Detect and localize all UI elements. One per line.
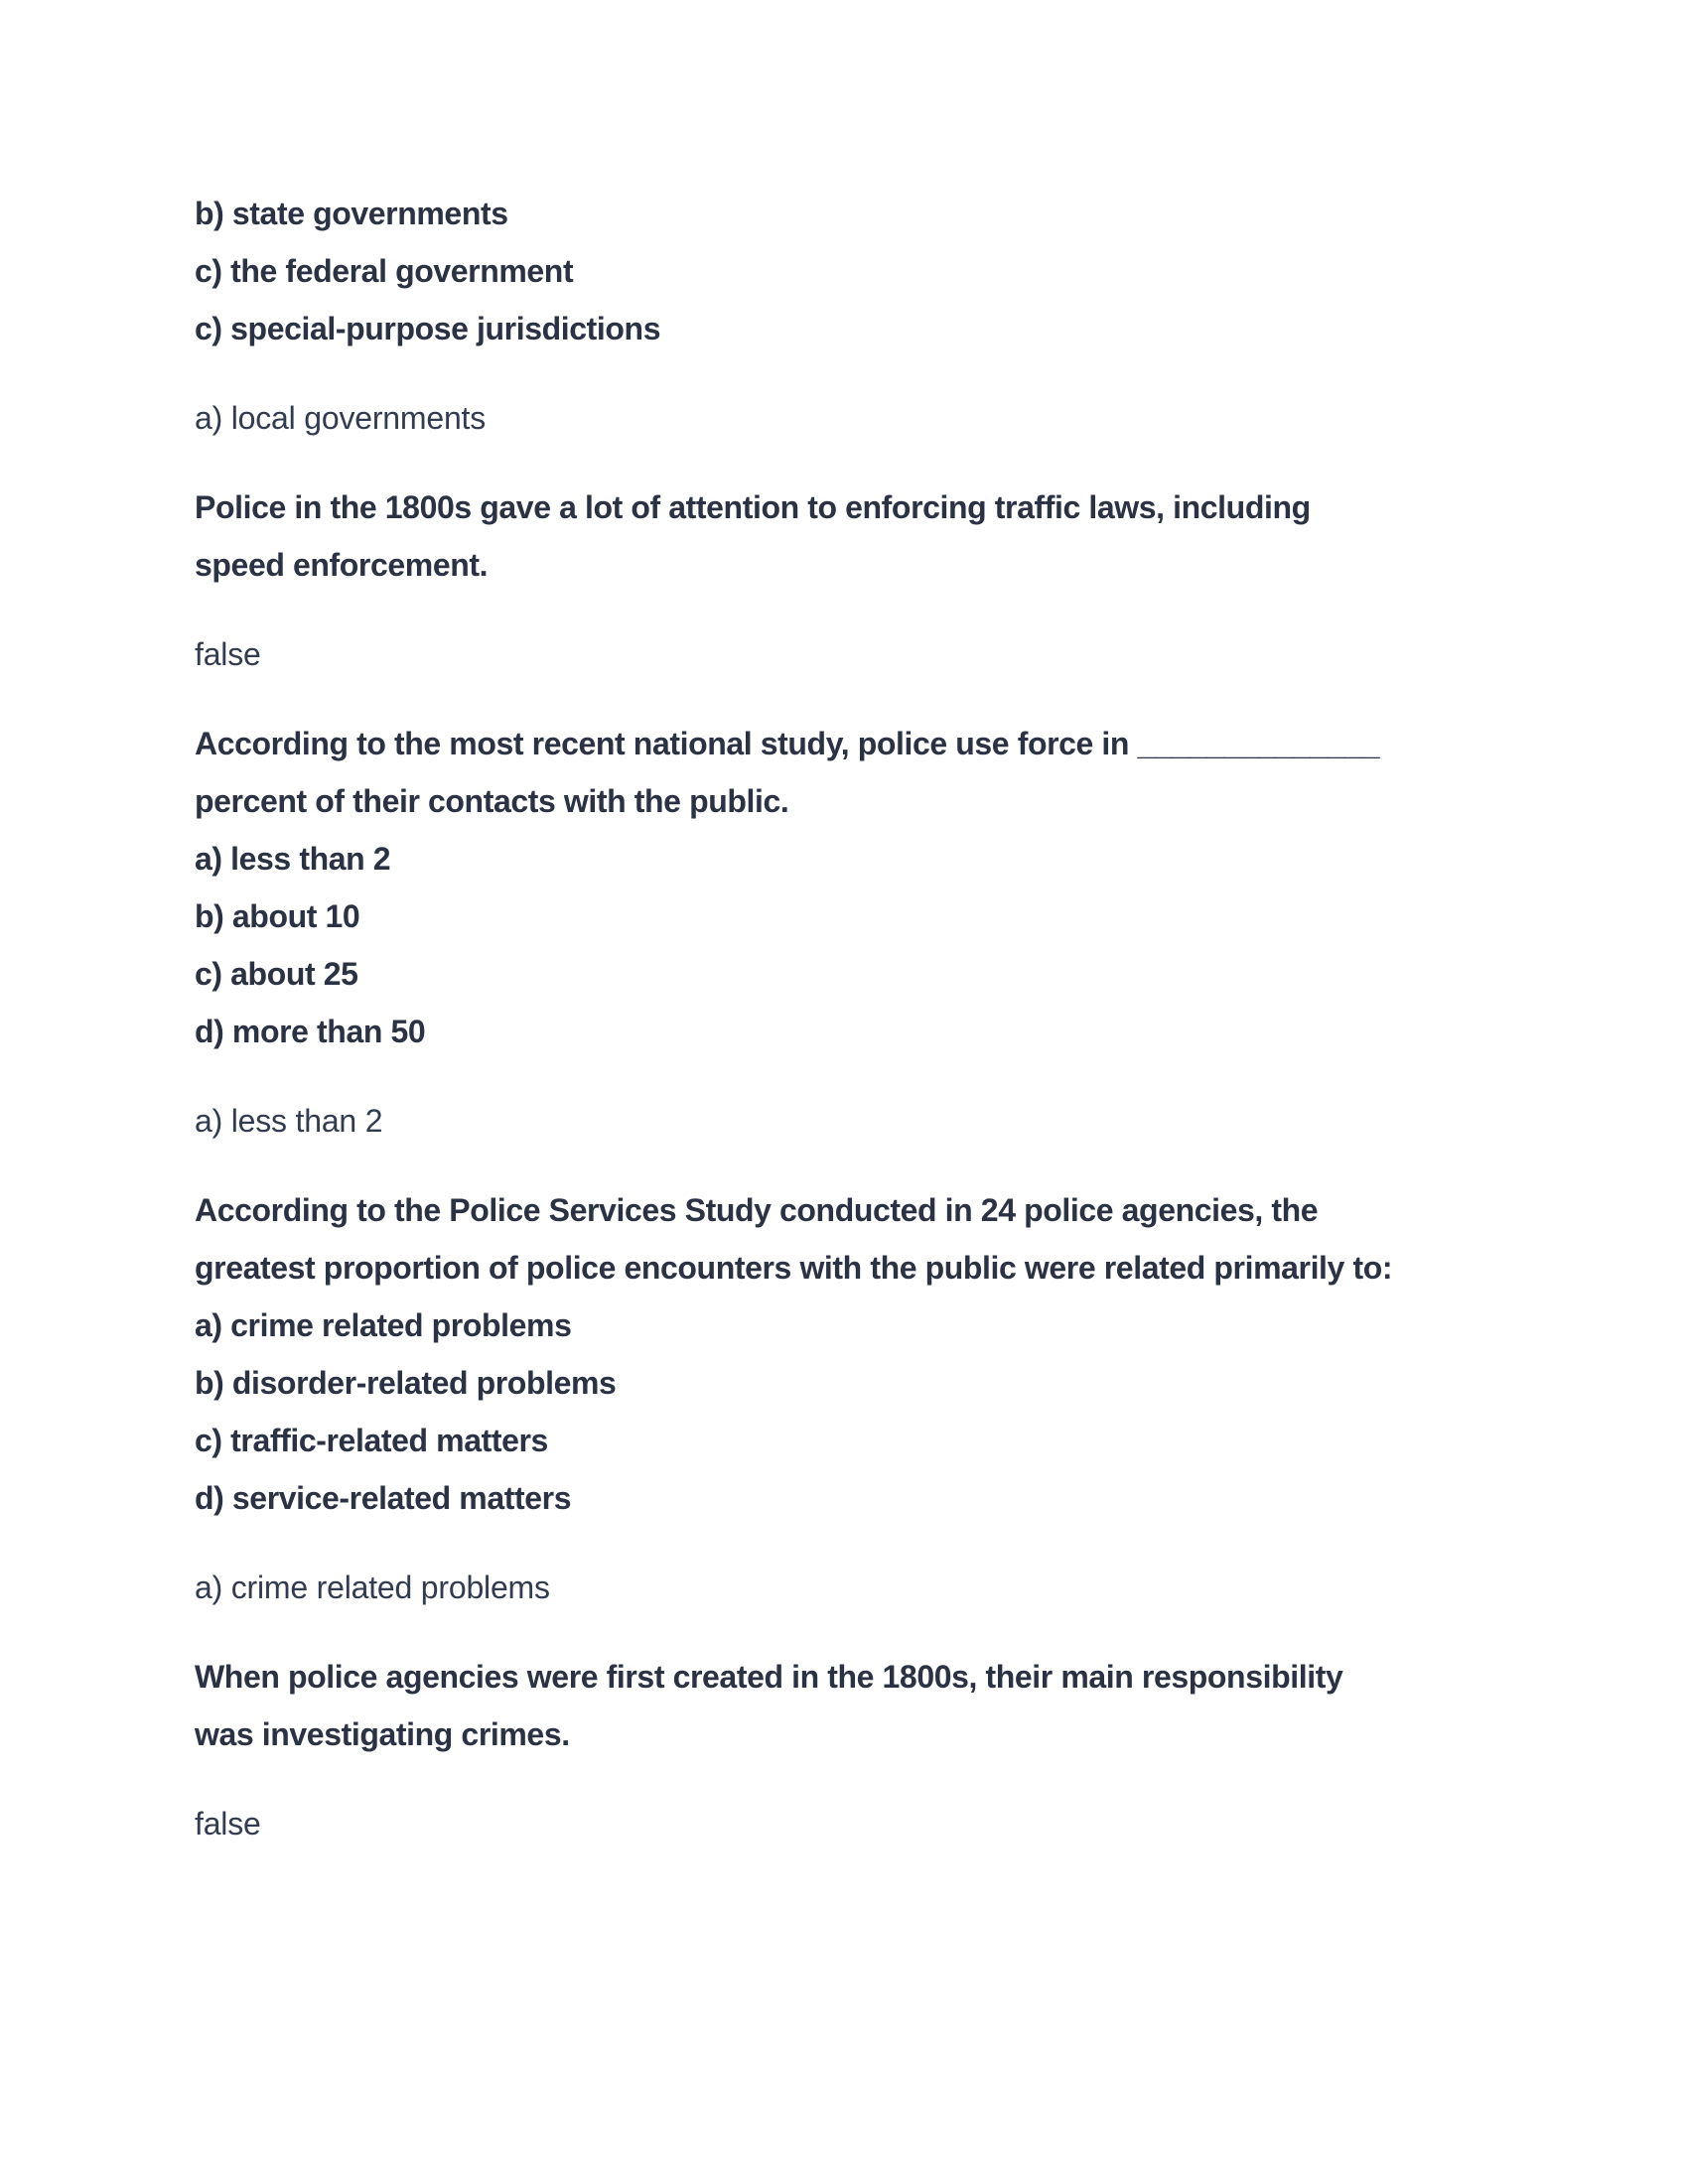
option-line: d) service-related matters [195,1480,572,1516]
question-line: According to the Police Services Study conducted in 24 police agencies, the [195,1192,1319,1228]
question-line: was investigating crimes. [195,1716,570,1752]
answer-block [195,1559,1515,1616]
question-line: According to the most recent national study, police use force in ______________ [195,726,1380,761]
option-line: c) the federal government [195,253,574,289]
option-line: c) special-purpose jurisdictions [195,311,661,346]
question-line: speed enforcement. [195,547,489,583]
option-line: d) more than 50 [195,1014,426,1049]
answer-block [195,1092,1515,1150]
answer-line: false [195,636,261,672]
question-options-block [195,185,1515,357]
answer-block [195,389,1515,447]
option-line: a) less than 2 [195,841,391,877]
question-block [195,1648,1515,1763]
answer-line: a) crime related problems [195,1570,550,1605]
question-line: percent of their contacts with the public. [195,783,789,819]
answer-line: false [195,1806,261,1842]
question-block [195,715,1515,1060]
option-line: c) about 25 [195,956,358,992]
option-line: b) disorder-related problems [195,1365,617,1401]
option-line: c) traffic-related matters [195,1423,548,1458]
question-block [195,478,1515,594]
question-line: Police in the 1800s gave a lot of attention to enforcing traffic laws, including [195,489,1311,525]
answer-line: a) less than 2 [195,1103,383,1139]
answer-block [195,625,1515,683]
question-line: When police agencies were first created in the 1800s, their main responsibility [195,1659,1343,1695]
option-line: b) state governments [195,196,508,231]
option-line: b) about 10 [195,898,360,934]
answer-block [195,1795,1515,1852]
question-line: greatest proportion of police encounters with the public were related primarily to: [195,1250,1393,1286]
question-block [195,1181,1515,1527]
answer-line: a) local governments [195,400,487,436]
quiz-content [195,185,1515,1884]
option-line: a) crime related problems [195,1307,572,1343]
